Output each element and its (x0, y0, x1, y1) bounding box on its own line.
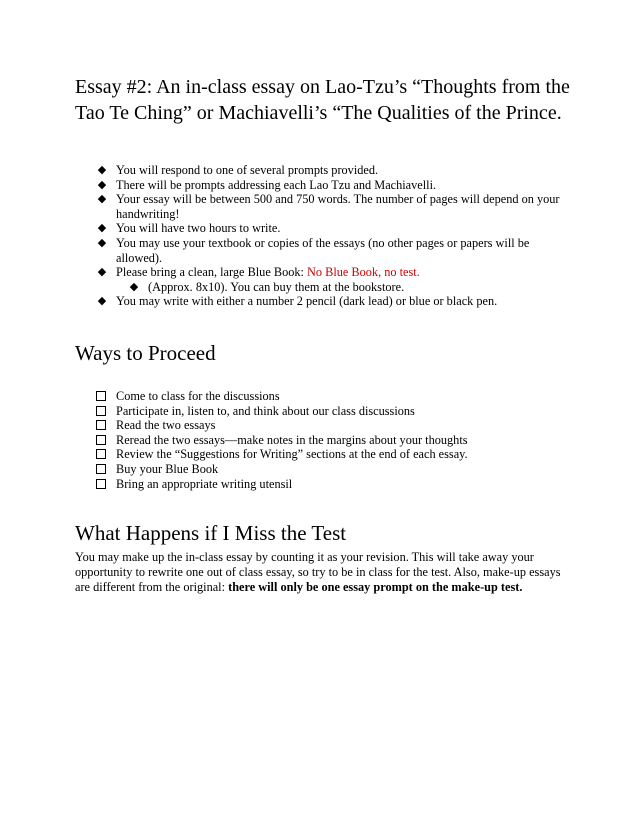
checklist-item: Review the “Suggestions for Writing” sections at the end of each essay. (95, 447, 565, 462)
checklist-item: Read the two essays (95, 418, 565, 433)
checkbox-icon (96, 479, 106, 489)
checkbox-icon (96, 391, 106, 401)
list-item: ◆ You will respond to one of several prompts provided. (95, 163, 565, 178)
diamond-bullet-icon: ◆ (97, 177, 107, 191)
diamond-bullet-icon: ◆ (97, 265, 107, 279)
diamond-bullet-icon: ◆ (97, 294, 107, 308)
checklist-item: Come to class for the discussions (95, 389, 565, 404)
checklist-item: Reread the two essays—make notes in the margins about your thoughts (95, 433, 565, 448)
diamond-bullet-icon: ◆ (129, 279, 139, 293)
checkbox-icon (96, 420, 106, 430)
list-item: ◆ You may write with either a number 2 pencil (dark lead) or blue or black pen. (95, 294, 565, 309)
list-item: ◆ There will be prompts addressing each Lao Tzu and Machiavelli. (95, 178, 565, 193)
checklist-item: Participate in, listen to, and think about our class discussions (95, 404, 565, 419)
checkbox-icon (96, 406, 106, 416)
proceed-checklist (95, 389, 565, 491)
checkbox-icon (96, 435, 106, 445)
list-item: ◆ You will have two hours to write. (95, 221, 565, 236)
checkbox-icon (96, 464, 106, 474)
diamond-bullet-icon: ◆ (97, 192, 107, 206)
miss-paragraph: You may make up the in-class essay by counting it as your revision. This will take away your opportunity to rewrite one out of class essay, so try to be in class for the test. Also, make-up essays are different from the original: there will only be one essay prompt on the make-up test. (75, 550, 561, 594)
list-item: ◆ Your essay will be between 500 and 750 words. The number of pages will depend on your handwriting! (95, 192, 565, 221)
list-item: ◆ You may use your textbook or copies of the essays (no other pages or papers will be allowed). (95, 236, 565, 265)
checkbox-icon (96, 449, 106, 459)
diamond-bullet-icon: ◆ (97, 163, 107, 176)
proceed-heading: Ways to Proceed (75, 341, 216, 365)
essay-bullet-list (95, 163, 565, 309)
miss-heading: What Happens if I Miss the Test (75, 521, 347, 545)
diamond-bullet-icon: ◆ (97, 221, 107, 235)
checklist-item: Buy your Blue Book (95, 462, 565, 477)
diamond-bullet-icon: ◆ (97, 235, 107, 249)
checklist-item: Bring an appropriate writing utensil (95, 477, 565, 492)
list-item-bluebook: ◆ Please bring a clean, large Blue Book: No Blue Book, no test. (95, 265, 565, 280)
essay-heading: Essay #2: An in-class essay on Lao-Tzu’s “Thoughts from the Tao Te Ching” or Machiavelli’s “The Qualities of the Prince. (75, 76, 570, 124)
miss-bold-text: there will only be one essay prompt on the make-up test. (228, 580, 523, 594)
bluebook-warning: No Blue Book, no test. (307, 265, 420, 280)
list-subitem: ◆ (Approx. 8x10). You can buy them at the bookstore. (95, 280, 565, 295)
